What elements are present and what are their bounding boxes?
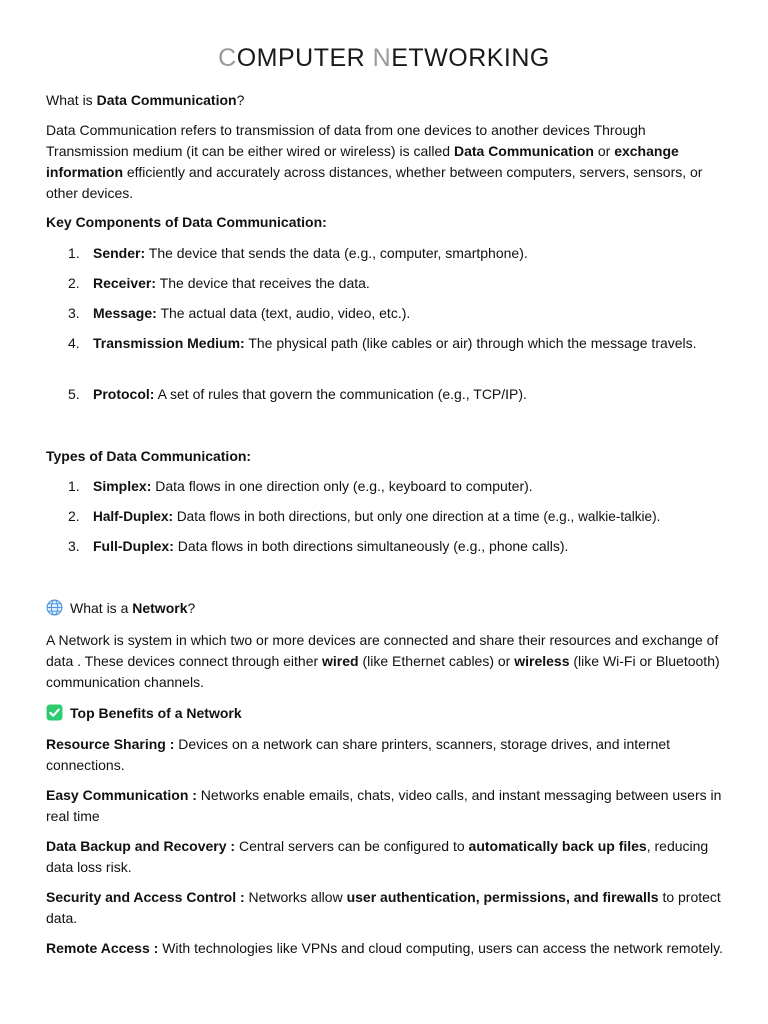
benefit-data-backup: Data Backup and Recovery : Central servers can be configured to automatically back up files, reducing data loss risk. bbox=[46, 838, 709, 875]
benefit-easy-communication: Easy Communication : Networks enable emails, chats, video calls, and instant messaging between users in real time bbox=[46, 787, 722, 824]
question-network: What is a Network? bbox=[46, 598, 728, 622]
types-heading: Types of Data Communication: bbox=[46, 448, 252, 464]
benefit-resource-sharing: Resource Sharing : Devices on a network can share printers, scanners, storage drives, and internet connections. bbox=[46, 736, 671, 773]
network-paragraph: A Network is system in which two or more devices are connected and share their resources and exchange of data . These devices connect through either wired (like Ethernet cables) or wireless (like Wi-Fi or Bluetooth) communication channels. bbox=[46, 632, 720, 690]
check-mark-icon bbox=[46, 704, 63, 727]
benefit-security: Security and Access Control : Networks allow user authentication, permissions, and firewalls to protect data. bbox=[46, 889, 721, 926]
globe-icon bbox=[46, 599, 63, 622]
page-title: COMPUTER NETWORKING bbox=[218, 44, 550, 72]
benefits-heading: Top Benefits of a Network bbox=[46, 703, 728, 727]
components-heading: Key Components of Data Communication: bbox=[46, 214, 327, 230]
benefit-remote-access: Remote Access : With technologies like VPNs and cloud computing, users can access the network remotely. bbox=[46, 940, 723, 956]
question-data-communication: What is Data Communication? bbox=[46, 92, 245, 108]
intro-paragraph: Data Communication refers to transmission of data from one devices to another devices Through Transmission medium (it can be either wired or wireless) is called Data Communication or exchange information efficiently and accurately across distances, whether between computers, servers, sensors, or other devices. bbox=[46, 122, 703, 201]
